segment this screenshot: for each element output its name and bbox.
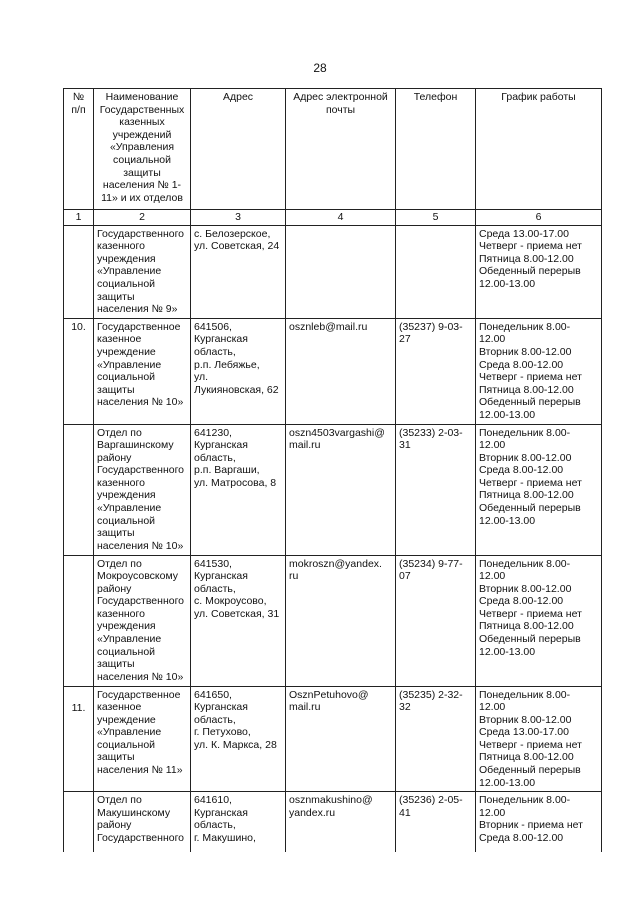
- header-address: Адрес: [191, 89, 286, 210]
- institution-name: Государственное казенное учреждение «Управление социальной защиты населения № 10»: [94, 318, 191, 424]
- index-3: 3: [191, 210, 286, 226]
- institution-phone: [396, 225, 476, 318]
- index-4: 4: [286, 210, 396, 226]
- institution-address: 641610, Курганская область, г. Макушино,: [191, 792, 286, 852]
- institution-email: mokroszn@yandex. ru: [286, 555, 396, 686]
- institution-phone: (35234) 9-77- 07: [396, 555, 476, 686]
- column-index-row: [64, 210, 602, 226]
- row-number: 11.: [64, 686, 94, 792]
- row-number: [64, 792, 94, 852]
- index-5: 5: [396, 210, 476, 226]
- institution-name: Отдел по Варгашинскому району Государственного казенного учреждения «Управление социальной защиты населения № 10»: [94, 424, 191, 555]
- header-row: [64, 89, 602, 210]
- row-number: [64, 424, 94, 555]
- table-row: [64, 225, 602, 318]
- table-row: [64, 792, 602, 852]
- index-2: 2: [94, 210, 191, 226]
- table-row: [64, 555, 602, 686]
- header-email: Адрес электронной почты: [286, 89, 396, 210]
- institution-schedule: Понедельник 8.00- 12.00 Вторник 8.00-12.00 Среда 8.00-12.00 Четверг - приема нет Пятница 8.00-12.00 Обеденный перерыв 12.00-13.00: [476, 318, 602, 424]
- header-name: Наименование Государственных казенных учреждений «Управления социальной защиты населения № 1- 11» и их отделов: [94, 89, 191, 210]
- row-number: 10.: [64, 318, 94, 424]
- institution-schedule: Среда 13.00-17.00 Четверг - приема нет Пятница 8.00-12.00 Обеденный перерыв 12.00-13.00: [476, 225, 602, 318]
- institution-address: 641506, Курганская область, р.п. Лебяжье, ул. Лукияновская, 62: [191, 318, 286, 424]
- index-1: 1: [64, 210, 94, 226]
- institution-phone: (35233) 2-03- 31: [396, 424, 476, 555]
- index-6: 6: [476, 210, 602, 226]
- institution-phone: (35235) 2-32- 32: [396, 686, 476, 792]
- institution-schedule: Понедельник 8.00- 12.00 Вторник - приема нет Среда 8.00-12.00: [476, 792, 602, 852]
- institution-address: 641650, Курганская область, г. Петухово, ул. К. Маркса, 28: [191, 686, 286, 792]
- institution-address: с. Белозерское, ул. Советская, 24: [191, 225, 286, 318]
- header-schedule: График работы: [476, 89, 602, 210]
- institution-phone: (35236) 2-05- 41: [396, 792, 476, 852]
- institution-schedule: Понедельник 8.00- 12.00 Вторник 8.00-12.00 Среда 8.00-12.00 Четверг - приема нет Пятница 8.00-12.00 Обеденный перерыв 12.00-13.00: [476, 424, 602, 555]
- institution-name: Государственного казенного учреждения «Управление социальной защиты населения № 9»: [94, 225, 191, 318]
- institution-schedule: Понедельник 8.00- 12.00 Вторник 8.00-12.00 Среда 13.00-17.00 Четверг - приема нет Пятница 8.00-12.00 Обеденный перерыв 12.00-13.00: [476, 686, 602, 792]
- institution-email: osznleb@mail.ru: [286, 318, 396, 424]
- table-row: [64, 318, 602, 424]
- row-number: [64, 225, 94, 318]
- institution-email: [286, 225, 396, 318]
- page-number: 28: [313, 61, 327, 75]
- institution-name: Отдел по Макушинскому району Государственного: [94, 792, 191, 852]
- header-phone: Телефон: [396, 89, 476, 210]
- institution-address: 641230, Курганская область, р.п. Варгаши, ул. Матросова, 8: [191, 424, 286, 555]
- row-number: [64, 555, 94, 686]
- institution-email: osznmakushino@ yandex.ru: [286, 792, 396, 852]
- institution-phone: (35237) 9-03- 27: [396, 318, 476, 424]
- institution-email: oszn4503vargashi@ mail.ru: [286, 424, 396, 555]
- table-row: [64, 686, 602, 792]
- institutions-table: [63, 88, 602, 852]
- institution-schedule: Понедельник 8.00- 12.00 Вторник 8.00-12.00 Среда 8.00-12.00 Четверг - приема нет Пятница 8.00-12.00 Обеденный перерыв 12.00-13.00: [476, 555, 602, 686]
- table-row: [64, 424, 602, 555]
- header-num: № п/п: [64, 89, 94, 210]
- institution-name: Отдел по Мокроусовскому району Государственного казенного учреждения «Управление социальной защиты населения № 10»: [94, 555, 191, 686]
- institution-name: Государственное казенное учреждение «Управление социальной защиты населения № 11»: [94, 686, 191, 792]
- institution-address: 641530, Курганская область, с. Мокроусово, ул. Советская, 31: [191, 555, 286, 686]
- institution-email: OsznPetuhovo@ mail.ru: [286, 686, 396, 792]
